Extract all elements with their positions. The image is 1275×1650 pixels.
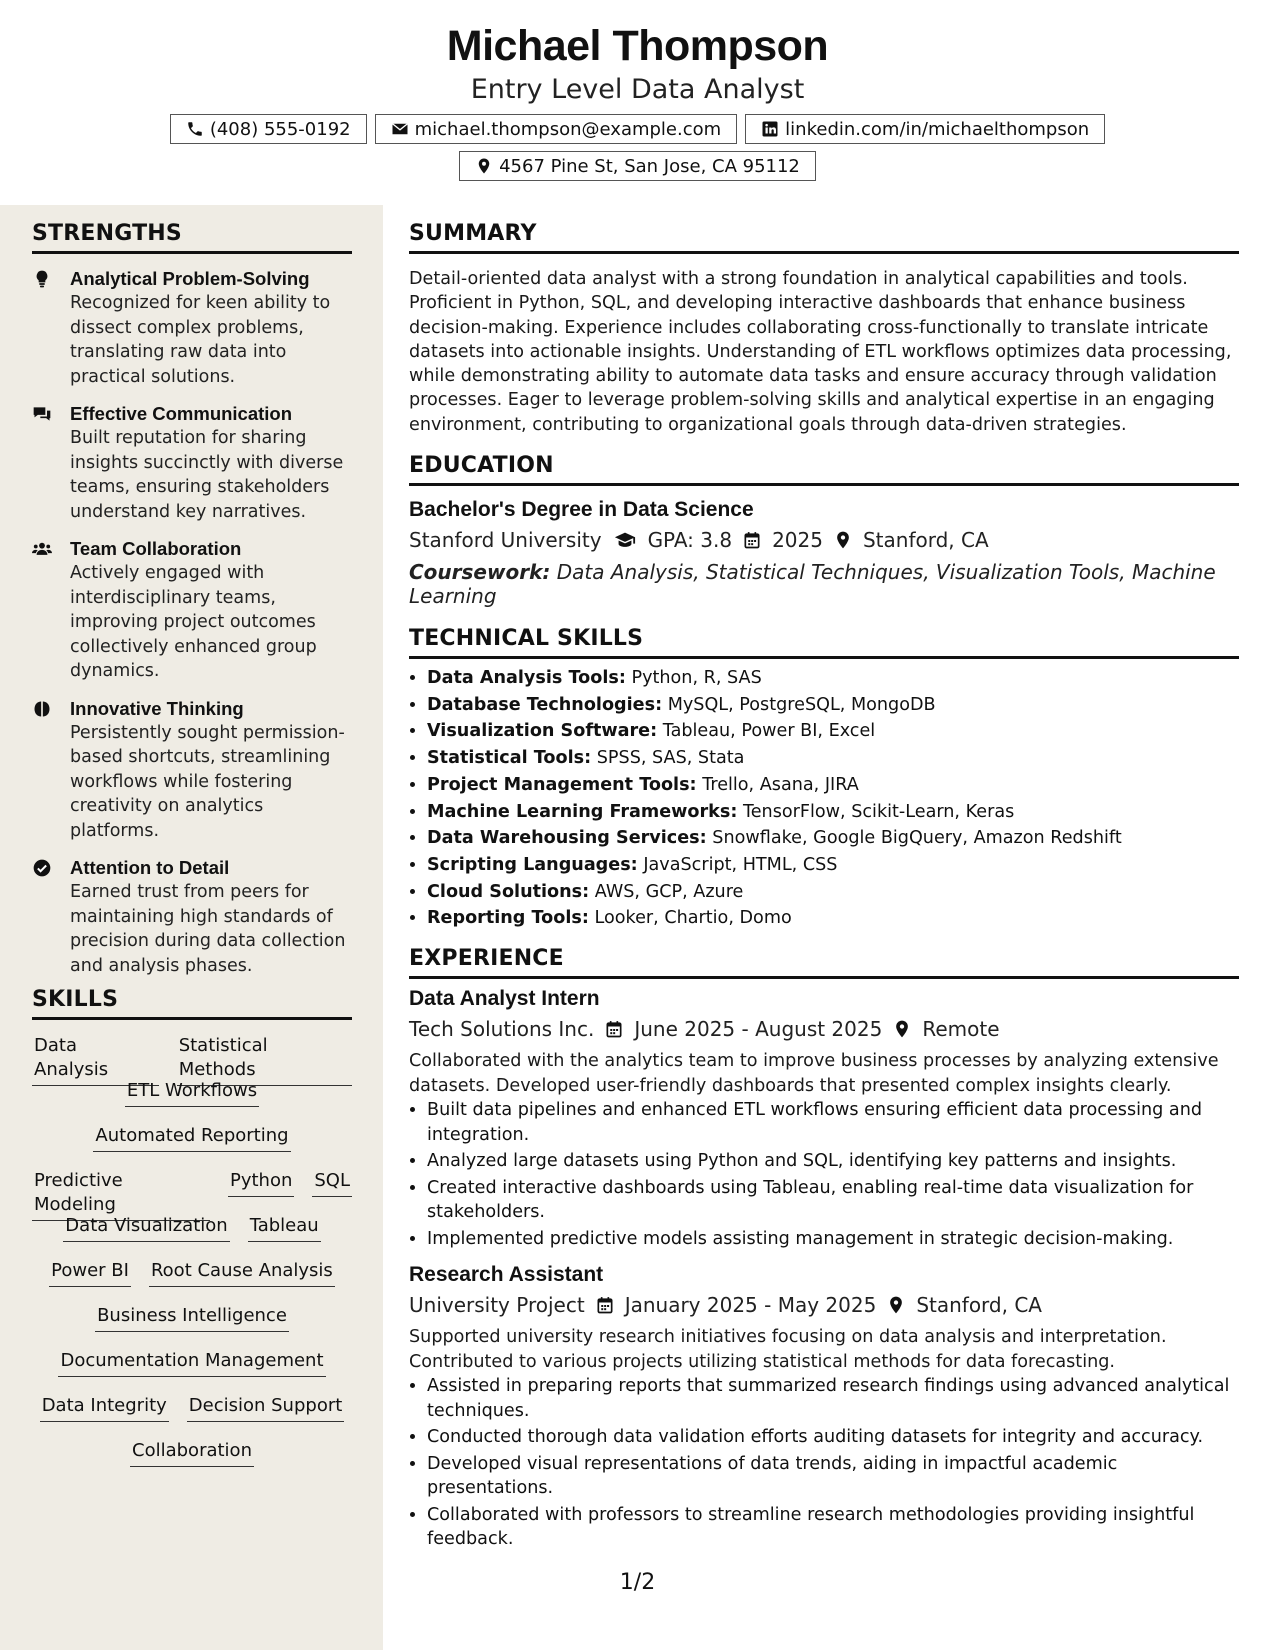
skill-tag: Statistical Methods [177,1034,352,1086]
calendar-icon [595,1295,615,1315]
skill-row [32,1394,352,1439]
contact-row [0,114,1275,144]
skill-label: Statistical Tools: [427,748,592,769]
list-item: • Analyzed large datasets using Python and SQL, identifying key patterns and insights. [427,1149,1239,1174]
skill-label: Project Management Tools: [427,774,697,795]
skill-value: JavaScript, HTML, CSS [643,855,838,875]
job-meta [409,1017,1239,1041]
users-icon [32,539,52,559]
strength-desc: Actively engaged with interdisciplinary teams, improving project outcomes collectively enhanced group dynamics. [70,563,317,681]
strengths-section [32,221,352,978]
job-location: Remote [922,1017,1000,1042]
strength-title: Attention to Detail [70,857,230,878]
gpa: GPA: 3.8 [647,528,733,553]
skill-value: Python, R, SAS [631,668,762,689]
list-item [427,772,1239,799]
list-item: • Built data pipelines and enhanced ETL workflows ensuring efficient data processing and integration. [427,1098,1239,1147]
linkedin-icon [761,120,779,138]
skill-tag: SQL [312,1169,352,1197]
calendar-icon [604,1019,624,1039]
coursework [409,560,1239,608]
skill-tag: Business Intelligence [95,1304,289,1332]
skill-tag: ETL Workflows [125,1079,259,1107]
skill-value: Looker, Chartio, Domo [594,908,792,929]
linkedin-text: linkedin.com/in/michaelthompson [785,118,1090,140]
summary-section [409,221,1239,437]
strength-item [32,697,352,844]
job-entry [409,987,1239,1251]
candidate-name: Michael Thompson [446,22,829,70]
graduation-year: 2025 [772,528,823,553]
list-item: • Collaborated with professors to streamline research methodologies providing insightful feedback. [427,1503,1239,1552]
skill-tag: Data Analysis [32,1034,159,1086]
experience-section [409,946,1239,1552]
education-section [409,453,1239,608]
skill-value: Snowflake, Google BigQuery, Amazon Redshift [712,828,1122,849]
skill-tag: Data Visualization [63,1214,229,1242]
phone-chip[interactable] [170,114,367,144]
lightbulb-icon [32,269,52,289]
map-marker-icon [892,1019,912,1039]
list-item [427,905,1239,932]
skill-tag: Predictive Modeling [32,1169,210,1221]
job-bullets [409,1098,1239,1251]
strength-desc: Persistently sought permission-based shortcuts, streamlining workflows while fostering creativity on analytics platforms. [70,722,345,841]
brain-icon [32,699,52,719]
map-marker-icon [475,157,493,175]
job-location: Stanford, CA [916,1293,1042,1318]
list-item [427,665,1239,692]
skill-label: Machine Learning Frameworks: [427,801,738,822]
resume-header [0,0,1275,205]
skill-value: SPSS, SAS, Stata [596,748,745,769]
job-title: Data Analyst Intern [409,987,600,1011]
job-description: Supported university research initiatives focusing on data analysis and interpretation. Contributed to various projects utilizing statistical methods for data forecasting. [409,1327,1167,1372]
strength-item [32,402,352,524]
list-item [427,692,1239,719]
phone-text: (408) 555-0192 [209,118,351,140]
experience-heading: EXPERIENCE [409,946,1239,979]
company-name: University Project [409,1293,585,1318]
phone-icon [186,120,204,138]
education-meta [409,528,1239,552]
skill-tag: Root Cause Analysis [149,1259,335,1287]
list-item [427,879,1239,906]
skill-row [32,1124,352,1169]
strength-desc: Built reputation for sharing insights succinctly with diverse teams, ensuring stakeholders understand key narratives. [70,428,344,522]
skill-tag: Documentation Management [58,1349,325,1377]
skill-tag: Python [228,1169,294,1197]
graduation-cap-icon [612,529,638,551]
list-item [427,852,1239,879]
skill-tag: Automated Reporting [93,1124,290,1152]
map-marker-icon [833,530,853,550]
skill-label: Data Analysis Tools: [427,668,626,689]
skills-section [32,987,352,1484]
coursework-label: Coursework: [409,560,551,585]
skills-list [32,1034,352,1484]
calendar-icon [742,530,762,550]
job-description: Collaborated with the analytics team to improve business processes by analyzing extensive datasets. Developed user-friendly dashboards that presented complex insights clearly. [409,1051,1219,1096]
skill-label: Visualization Software: [427,721,658,742]
skill-row [32,1439,352,1484]
skill-row [32,1259,352,1304]
skills-heading: SKILLS [32,987,352,1020]
list-item: • Created interactive dashboards using Tableau, enabling real-time data visualization for stakeholders. [427,1176,1239,1225]
check-circle-icon [32,858,52,878]
list-item: • Implemented predictive models assisting management in strategic decision-making. [427,1227,1239,1252]
education-heading: EDUCATION [409,453,1239,486]
skill-value: Trello, Asana, JIRA [702,774,859,795]
skill-tag: Power BI [49,1259,131,1287]
strength-title: Innovative Thinking [70,697,244,719]
skill-row [32,1214,352,1259]
comments-icon [32,404,52,424]
strength-item [32,267,352,389]
skill-label: Reporting Tools: [427,908,589,929]
strength-desc: Earned trust from peers for maintaining high standards of precision during data collection and analysis phases. [70,882,346,976]
job-bullets [409,1374,1239,1552]
technical-skills-list [409,665,1239,932]
skill-row [32,1034,352,1079]
skill-label: Database Technologies: [427,694,663,715]
candidate-title: Entry Level Data Analyst [470,74,805,105]
address-chip [459,151,816,181]
address-text: 4567 Pine St, San Jose, CA 95112 [499,155,800,177]
job-dates: June 2025 - August 2025 [634,1017,883,1042]
job-entry [409,1263,1239,1552]
skill-value: AWS, GCP, Azure [594,881,744,902]
skill-label: Scripting Languages: [427,855,638,875]
education-location: Stanford, CA [862,528,989,553]
skill-label: Data Warehousing Services: [427,828,707,849]
list-item: • Developed visual representations of data trends, aiding in impactful academic presentations. [427,1452,1239,1501]
skill-label: Cloud Solutions: [427,881,590,902]
skill-value: TensorFlow, Scikit-Learn, Keras [742,801,1015,822]
sidebar [0,205,383,1650]
skill-value: Tableau, Power BI, Excel [662,721,876,742]
strength-item [32,856,352,978]
skill-row [32,1304,352,1349]
list-item: • Conducted thorough data validation efforts auditing datasets for integrity and accuracy. [427,1425,1239,1450]
skill-tag: Tableau [248,1214,321,1242]
skill-value: MySQL, PostgreSQL, MongoDB [667,694,936,715]
skill-tag: Decision Support [187,1394,345,1422]
company-name: Tech Solutions Inc. [409,1017,595,1042]
strength-item [32,537,352,684]
address-row [0,151,1275,181]
strengths-heading: STRENGTHS [32,221,352,254]
degree-title: Bachelor's Degree in Data Science [409,498,754,522]
job-title: Research Assistant [409,1263,604,1287]
linkedin-chip[interactable] [745,114,1105,144]
technical-skills-heading: TECHNICAL SKILLS [409,626,1239,659]
summary-heading: SUMMARY [409,221,1239,254]
main-content [409,221,1239,1554]
email-text: michael.thompson@example.com [414,118,722,140]
skill-row [32,1349,352,1394]
map-marker-icon [886,1295,906,1315]
envelope-icon [391,120,409,138]
skill-tag: Collaboration [130,1439,254,1467]
job-meta [409,1293,1239,1317]
skill-row [32,1169,352,1214]
school-name: Stanford University [409,528,602,553]
list-item [427,745,1239,772]
technical-skills-section [409,626,1239,932]
strength-title: Analytical Problem-Solving [70,268,310,289]
job-dates: January 2025 - May 2025 [624,1293,877,1318]
strength-title: Effective Communication [70,403,293,424]
summary-text: Detail-oriented data analyst with a strong foundation in analytical capabilities and tools. Proficient in Python, SQL, and developing interactive dashboards that enhance business decision-making. Experience includes collaborating cross-functionally to translate intricate datasets into actionable insights. Understanding of ETL workflows optimizes data processing, while demonstrating ability to automate data tasks and ensure accuracy through validation processes. Eager to leverage problem-solving skills and analytical expertise in an engaging environment, contributing to organizational goals through data-driven strategies. [409,269,1232,435]
list-item [427,825,1239,852]
strength-title: Team Collaboration [70,538,242,559]
coursework-list: Data Analysis, Statistical Techniques, Visualization Tools, Machine Learning [409,560,1216,609]
strength-desc: Recognized for keen ability to dissect complex problems, translating raw data into practical solutions. [70,293,331,387]
list-item: • Assisted in preparing reports that summarized research findings using advanced analytical techniques. [427,1374,1239,1423]
page-number: 1/2 [619,1570,656,1595]
list-item [427,718,1239,745]
skill-tag: Data Integrity [40,1394,169,1422]
list-item [427,799,1239,826]
email-chip[interactable] [375,114,738,144]
